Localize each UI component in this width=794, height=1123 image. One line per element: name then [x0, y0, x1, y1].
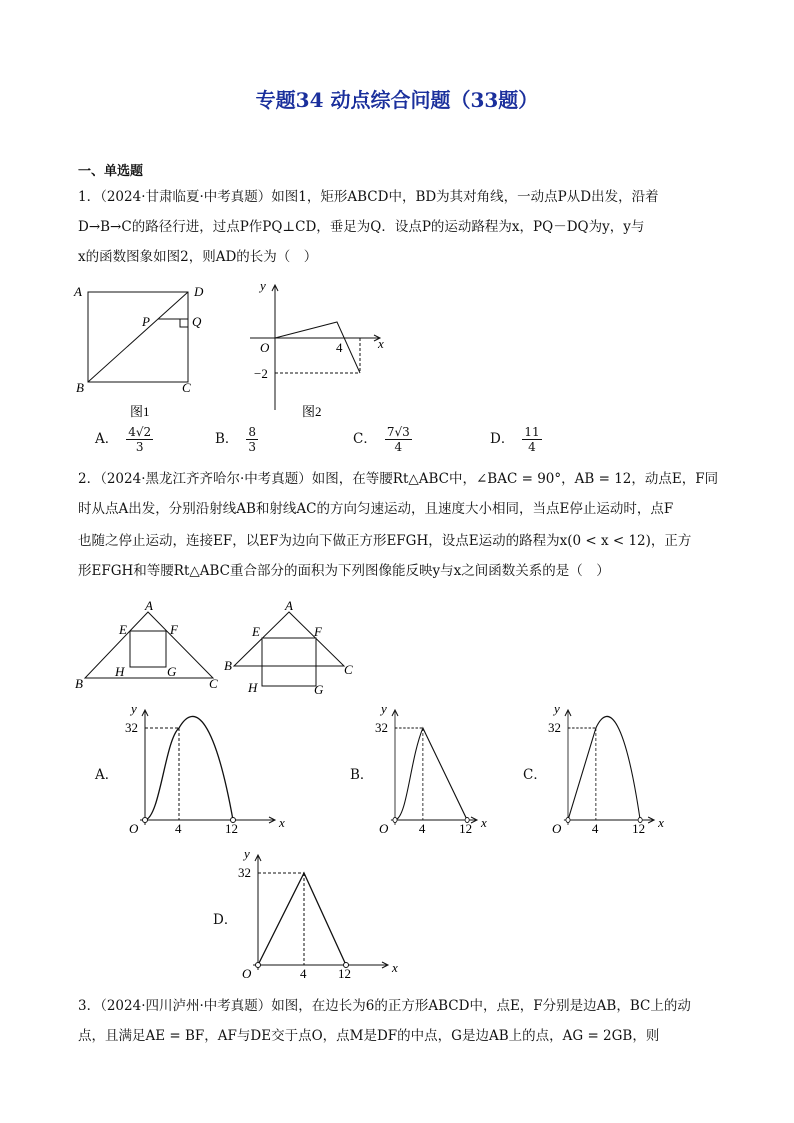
label-q: Q	[192, 314, 202, 329]
caption-fig2: 图2	[302, 404, 322, 419]
q1-option-d[interactable]: D． $\frac{11}{4}$	[490, 425, 540, 454]
svg-text:A: A	[285, 598, 293, 613]
svg-text:y: y	[554, 701, 560, 716]
label-p: P	[142, 314, 150, 329]
svg-text:12: 12	[459, 821, 473, 836]
svg-text:O: O	[242, 966, 252, 981]
svg-text:O: O	[379, 821, 389, 836]
q2-graph-b	[375, 701, 535, 836]
svg-text:4: 4	[591, 821, 599, 836]
svg-text:O: O	[552, 821, 562, 836]
q2-graph-c	[548, 701, 708, 836]
q1-option-a[interactable]: A． $\frac{4√2}{3}$	[95, 425, 152, 454]
caption-fig1: 图1	[130, 404, 150, 419]
q2-line-2: 时从点A出发，分别沿射线AB和射线AC的方向匀速运动，且速度大小相同，当点E停止运动时，点F	[78, 501, 674, 517]
q2-option-d[interactable]: D．	[213, 912, 238, 928]
graph-curve	[145, 716, 233, 820]
svg-text:H: H	[248, 680, 258, 695]
svg-text:12: 12	[225, 821, 238, 836]
svg-text:4: 4	[175, 821, 182, 836]
q2-option-a[interactable]: A．	[95, 767, 119, 783]
svg-text:x: x	[378, 336, 384, 351]
svg-text:y: y	[260, 278, 266, 293]
svg-text:y: y	[381, 701, 387, 716]
q2-line-4: 形EFGH和等腰Rt△ABC重合部分的面积为下列图像能反映y与x之间函数关系的是（ ）	[78, 563, 610, 579]
svg-text:B: B	[75, 676, 83, 691]
q2-option-b[interactable]: B．	[350, 767, 374, 783]
page-title: 专题34 动点综合问题（33题）	[255, 88, 539, 112]
svg-text:O: O	[260, 340, 270, 355]
section-heading: 一、单选题	[78, 164, 144, 179]
q3-line-1: 3．（2024·四川泸州·中考真题）如图，在边长为6的正方形ABCD中，点E，F分别是边AB，BC上的动	[78, 998, 691, 1014]
svg-text:y: y	[131, 701, 137, 716]
svg-text:12: 12	[338, 966, 351, 981]
q2-option-c[interactable]: C．	[523, 767, 547, 783]
svg-text:32: 32	[548, 720, 561, 735]
svg-text:F: F	[314, 624, 322, 639]
q2-graph-d	[238, 846, 398, 981]
svg-text:B: B	[224, 658, 232, 673]
q2-graph-a	[125, 701, 285, 836]
svg-text:E: E	[119, 622, 127, 637]
label-a: A	[74, 284, 82, 299]
svg-text:x: x	[279, 815, 285, 830]
svg-text:4: 4	[418, 821, 426, 836]
svg-text:G: G	[167, 664, 177, 679]
q2-figure-right	[222, 600, 372, 700]
graph-curve	[395, 728, 467, 820]
svg-text:C: C	[344, 662, 353, 677]
graph-curve	[258, 873, 346, 965]
svg-text:−2: −2	[254, 366, 268, 381]
q3-line-2: 点，且满足AE = BF，AF与DE交于点O，点M是DF的中点，G是边AB上的点，AG = 2GB，则	[78, 1028, 660, 1044]
svg-text:x: x	[481, 815, 487, 830]
svg-text:F: F	[170, 622, 178, 637]
q1-line-3: x的函数图象如图2，则AD的长为（ ）	[78, 249, 318, 265]
q1-line-2: D→B→C的路径行进，过点P作PQ⊥CD，垂足为Q．设点P的运动路程为x，PQ－DQ为y，y与	[78, 219, 645, 235]
q2-figure-left	[75, 600, 225, 695]
svg-text:x: x	[392, 960, 398, 975]
svg-text:12: 12	[632, 821, 646, 836]
label-b: B	[76, 380, 84, 395]
svg-text:E: E	[252, 624, 260, 639]
svg-text:A: A	[145, 598, 153, 613]
svg-text:4: 4	[300, 966, 307, 981]
svg-text:C: C	[209, 676, 218, 691]
svg-text:x: x	[658, 815, 664, 830]
svg-text:4: 4	[336, 340, 343, 355]
q2-line-1: 2．（2024·黑龙江齐齐哈尔·中考真题）如图，在等腰Rt△ABC中，∠BAC = 90°，AB = 12，动点E，F同	[78, 471, 719, 487]
svg-text:32: 32	[238, 865, 251, 880]
q1-line-1: 1．（2024·甘肃临夏·中考真题）如图1，矩形ABCD中，BD为其对角线，一动点P从D出发，沿着	[78, 189, 659, 205]
label-d: D	[194, 284, 204, 299]
graph-curve	[568, 716, 640, 820]
svg-text:32: 32	[375, 720, 388, 735]
q2-line-3: 也随之停止运动，连接EF，以EF为边向下做正方形EFGH，设点E运动的路程为x(0 < x < 12)，正方	[78, 533, 692, 549]
svg-text:H: H	[115, 664, 125, 679]
svg-text:O: O	[129, 821, 139, 836]
label-c: C	[182, 380, 191, 395]
q1-option-c[interactable]: C． $\frac{7√3}{4}$	[353, 425, 410, 454]
svg-text:G: G	[314, 682, 324, 697]
q1-figure-2	[240, 280, 390, 420]
q1-option-b[interactable]: B． $\frac{8}{3}$	[215, 425, 257, 454]
q1-figure-1	[70, 280, 210, 420]
svg-text:32: 32	[125, 720, 138, 735]
svg-text:y: y	[244, 846, 250, 861]
